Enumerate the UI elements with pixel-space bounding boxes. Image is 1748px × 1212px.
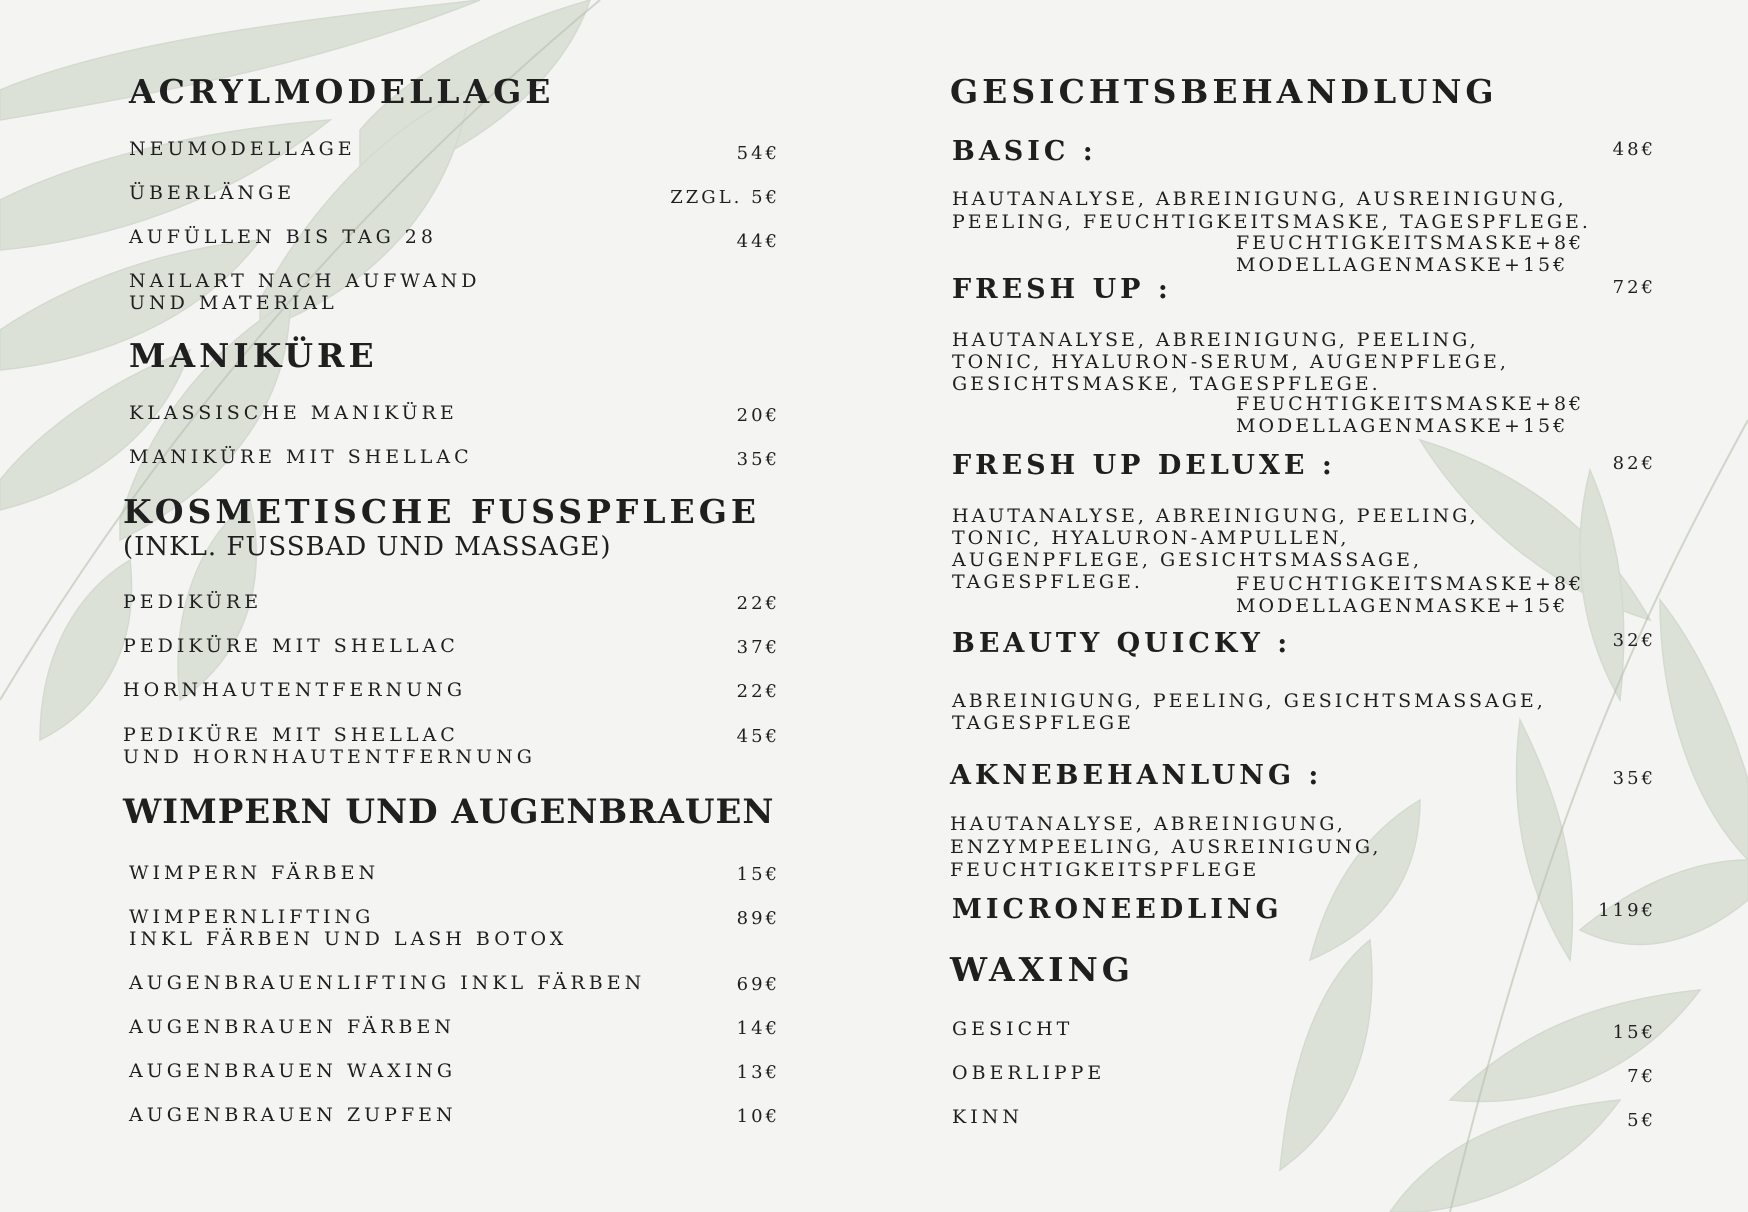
item-price: 69€ bbox=[736, 974, 780, 995]
section-title-acryl: ACRYLMODELLAGE bbox=[129, 72, 555, 111]
item-label: AUGENBRAUENLIFTING INKL FÄRBEN bbox=[129, 972, 646, 994]
item-label: KINN bbox=[952, 1106, 1023, 1128]
item-price: 37€ bbox=[736, 637, 780, 658]
item-label: MANIKÜRE MIT SHELLAC bbox=[129, 446, 473, 468]
item-price: 5€ bbox=[1627, 1110, 1656, 1131]
item-label: AUGENBRAUEN FÄRBEN bbox=[129, 1016, 455, 1038]
item-price: 32€ bbox=[1612, 630, 1656, 651]
item-label: OBERLIPPE bbox=[952, 1062, 1106, 1084]
treatment-desc: ENZYMPEELING, AUSREINIGUNG, bbox=[950, 836, 1382, 858]
item-label: ÜBERLÄNGE bbox=[129, 182, 296, 204]
item-price: 72€ bbox=[1612, 277, 1656, 298]
leaf-shape bbox=[40, 560, 132, 740]
item-price: 44€ bbox=[736, 231, 780, 252]
item-label: PEDIKÜRE bbox=[123, 591, 263, 613]
leaf-shape bbox=[1517, 720, 1573, 960]
treatment-addon: FEUCHTIGKEITSMASKE+8€ bbox=[1236, 393, 1585, 415]
item-price: 45€ bbox=[736, 726, 780, 747]
item-price: 54€ bbox=[736, 143, 780, 164]
item-price: 14€ bbox=[736, 1018, 780, 1039]
treatment-desc: ABREINIGUNG, PEELING, GESICHTSMASSAGE, bbox=[952, 690, 1546, 712]
section-title-waxing: WAXING bbox=[950, 950, 1134, 989]
item-price: ZZGL. 5€ bbox=[670, 187, 780, 208]
item-label: UND HORNHAUTENTFERNUNG bbox=[123, 746, 536, 768]
item-price: 15€ bbox=[736, 864, 780, 885]
item-label: PEDIKÜRE MIT SHELLAC bbox=[123, 635, 459, 657]
section-subtitle-fusspflege: (INKL. FUSSBAD UND MASSAGE) bbox=[123, 532, 612, 562]
treatment-desc: AUGENPFLEGE, GESICHTSMASSAGE, bbox=[952, 549, 1423, 571]
item-price: 48€ bbox=[1612, 139, 1656, 160]
treatment-desc: HAUTANALYSE, ABREINIGUNG, bbox=[950, 813, 1346, 835]
treatment-desc: TAGESPFLEGE bbox=[952, 712, 1134, 734]
treatment-desc: HAUTANALYSE, ABREINIGUNG, AUSREINIGUNG, bbox=[952, 188, 1567, 210]
treatment-basic: BASIC : bbox=[952, 136, 1097, 167]
item-label: AUGENBRAUEN WAXING bbox=[129, 1060, 457, 1082]
treatment-freshup: FRESH UP : bbox=[952, 274, 1172, 305]
section-title-fusspflege: KOSMETISCHE FUSSPFLEGE bbox=[123, 492, 761, 531]
item-label: WIMPERN FÄRBEN bbox=[129, 862, 380, 884]
treatment-desc: TONIC, HYALURON-SERUM, AUGENPFLEGE, bbox=[952, 351, 1509, 373]
treatment-desc: FEUCHTIGKEITSPFLEGE bbox=[950, 859, 1260, 881]
section-title-wimpern: WIMPERN UND AUGENBRAUEN bbox=[123, 792, 775, 832]
item-label: NEUMODELLAGE bbox=[129, 138, 356, 160]
leaf-shape bbox=[1580, 470, 1624, 700]
treatment-addon: MODELLAGENMASKE+15€ bbox=[1236, 415, 1569, 437]
treatment-desc: HAUTANALYSE, ABREINIGUNG, PEELING, bbox=[952, 505, 1479, 527]
treatment-quicky: BEAUTY QUICKY : bbox=[952, 628, 1292, 659]
item-label: WIMPERNLIFTING bbox=[129, 906, 375, 928]
treatment-desc: HAUTANALYSE, ABREINIGUNG, PEELING, bbox=[952, 329, 1479, 351]
item-label: AUGENBRAUEN ZUPFEN bbox=[129, 1104, 457, 1126]
leaf-shape bbox=[1390, 1100, 1620, 1212]
treatment-addon: FEUCHTIGKEITSMASKE+8€ bbox=[1236, 573, 1585, 595]
item-price: 20€ bbox=[736, 405, 780, 426]
item-price: 35€ bbox=[736, 449, 780, 470]
treatment-microneedling: MICRONEEDLING bbox=[952, 894, 1283, 925]
item-label: HORNHAUTENTFERNUNG bbox=[123, 679, 467, 701]
item-label: NAILART NACH AUFWAND bbox=[129, 270, 481, 292]
treatment-desc: TAGESPFLEGE. bbox=[952, 571, 1143, 593]
item-label: UND MATERIAL bbox=[129, 292, 338, 314]
item-price: 22€ bbox=[736, 681, 780, 702]
item-label: AUFÜLLEN BIS TAG 28 bbox=[129, 226, 437, 248]
item-label: KLASSISCHE MANIKÜRE bbox=[129, 402, 458, 424]
item-price: 35€ bbox=[1612, 768, 1656, 789]
leaf-shape bbox=[1450, 990, 1700, 1102]
item-label: INKL FÄRBEN UND LASH BOTOX bbox=[129, 928, 568, 950]
item-price: 13€ bbox=[736, 1062, 780, 1083]
item-price: 15€ bbox=[1612, 1022, 1656, 1043]
section-title-manikuere: MANIKÜRE bbox=[129, 336, 378, 375]
treatment-desc: GESICHTSMASKE, TAGESPFLEGE. bbox=[952, 373, 1381, 395]
item-price: 82€ bbox=[1612, 453, 1656, 474]
item-label: GESICHT bbox=[952, 1018, 1074, 1040]
leaf-shape bbox=[1660, 600, 1748, 860]
section-title-gesicht: GESICHTSBEHANDLUNG bbox=[950, 72, 1498, 111]
treatment-addon: MODELLAGENMASKE+15€ bbox=[1236, 595, 1569, 617]
item-price: 22€ bbox=[736, 593, 780, 614]
item-price: 7€ bbox=[1627, 1066, 1656, 1087]
item-label: PEDIKÜRE MIT SHELLAC bbox=[123, 724, 459, 746]
treatment-akne: AKNEBEHANLUNG : bbox=[950, 760, 1323, 791]
item-price: 89€ bbox=[736, 908, 780, 929]
treatment-deluxe: FRESH UP DELUXE : bbox=[952, 450, 1336, 481]
treatment-desc: PEELING, FEUCHTIGKEITSMASKE, TAGESPFLEGE. bbox=[952, 211, 1591, 233]
item-price: 119€ bbox=[1598, 900, 1656, 921]
item-price: 10€ bbox=[736, 1106, 780, 1127]
treatment-addon: MODELLAGENMASKE+15€ bbox=[1236, 254, 1569, 276]
treatment-desc: TONIC, HYALURON-AMPULLEN, bbox=[952, 527, 1350, 549]
leaf-shape bbox=[1280, 940, 1372, 1170]
treatment-addon: FEUCHTIGKEITSMASKE+8€ bbox=[1236, 232, 1585, 254]
